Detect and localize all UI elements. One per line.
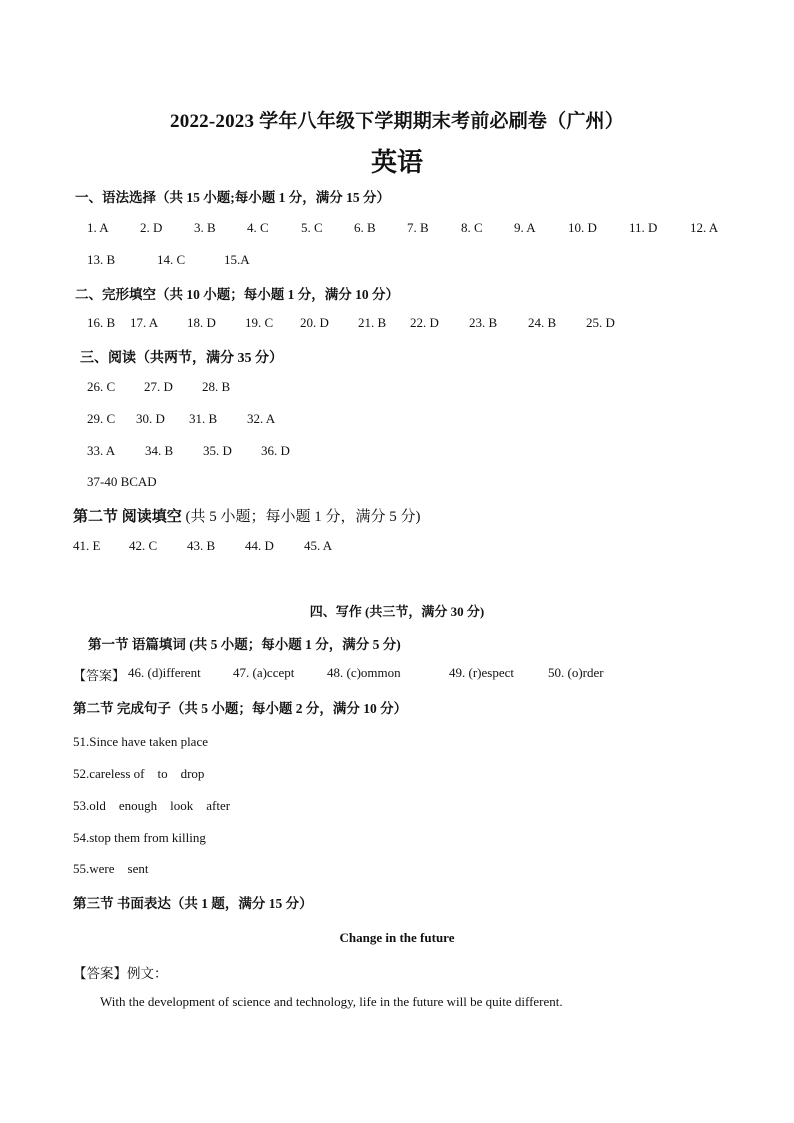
answer-item: 22. D [410, 315, 439, 330]
answer-item: 42. C [129, 538, 158, 553]
answer-item: 45. A [304, 538, 333, 553]
answer-item: 16. B [87, 315, 116, 330]
answer-item: 46. (d)ifferent [128, 665, 201, 680]
answer-item: 14. C [157, 252, 186, 267]
answer-item: 30. D [136, 411, 165, 426]
answer-item: 18. D [187, 315, 216, 330]
section3-answers-row3 [0, 443, 794, 461]
answer-item: 32. A [247, 411, 276, 426]
section3-heading: 三、阅读（共两节，满分 35 分） [80, 351, 283, 366]
answer-item: 24. B [528, 315, 557, 330]
answer-item: 35. D [203, 443, 232, 458]
answer-item: 8. C [461, 220, 483, 235]
answer-item: 29. C [87, 411, 116, 426]
answer-item: 41. E [73, 538, 101, 553]
section4-part1-heading: 第一节 语篇填词 (共 5 小题；每小题 1 分，满分 5 分) [88, 637, 401, 652]
answer-item: 12. A [690, 220, 719, 235]
answer-item: 20. D [300, 315, 329, 330]
answer-item: 47. (a)ccept [233, 665, 295, 680]
answer-item: 34. B [145, 443, 174, 458]
sentence-answer: 51.Since have taken place [73, 734, 208, 749]
answer-item: 17. A [130, 315, 159, 330]
section3-answers-row2 [0, 411, 794, 429]
answer-item: 50. (o)rder [548, 665, 604, 680]
answer-item: 36. D [261, 443, 290, 458]
answer-item: 31. B [189, 411, 218, 426]
section4-part1-answers [0, 665, 794, 683]
section1-answers-row1 [0, 220, 794, 238]
sentence-answer: 53.old enough look after [73, 798, 231, 813]
sentence-answer: 55.were sent [73, 861, 149, 876]
answer-item: 27. D [144, 379, 173, 394]
page-title: 2022-2023 学年八年级下学期期末考前必刷卷（广州） [170, 111, 624, 132]
answer-item: 11. D [629, 220, 658, 235]
subject-title: 英语 [370, 148, 423, 178]
answer-item: 5. C [301, 220, 323, 235]
section3-answers-row1 [0, 379, 794, 397]
section3-answers-row4: 37-40 BCAD [87, 474, 157, 489]
answer-item: 1. A [87, 220, 109, 235]
answer-item: 7. B [407, 220, 429, 235]
section3-part2-heading-rest: (共 5 小题；每小题 1 分，满分 5 分) [185, 509, 421, 525]
answer-item: 13. B [87, 252, 116, 267]
answer-item: 33. A [87, 443, 116, 458]
sentence-answer: 52.careless of to drop [73, 766, 205, 781]
answer-item: 26. C [87, 379, 116, 394]
answer-item: 15.A [224, 252, 250, 267]
answer-item: 19. C [245, 315, 274, 330]
answer-item: 9. A [514, 220, 536, 235]
essay-label: 【答案】例文： [73, 966, 168, 981]
section2-heading: 二、完形填空（共 10 小题；每小题 1 分，满分 10 分） [75, 287, 399, 302]
answer-item: 43. B [187, 538, 216, 553]
sentence-answer: 54.stop them from killing [73, 830, 206, 845]
essay-text: With the development of science and technology, life in the future will be quite different. [100, 994, 563, 1009]
answer-item: 3. B [194, 220, 216, 235]
section1-heading: 一、语法选择（共 15 小题;每小题 1 分，满分 15 分） [75, 190, 390, 205]
answer-item: 25. D [586, 315, 615, 330]
answer-item: 44. D [245, 538, 274, 553]
section2-answers-row [0, 315, 794, 333]
answer-item: 28. B [202, 379, 231, 394]
answer-item: 23. B [469, 315, 498, 330]
section3-part2-heading-bold: 第二节 阅读填空 [73, 509, 182, 525]
answer-item: 6. B [354, 220, 376, 235]
answer-item: 10. D [568, 220, 597, 235]
answer-item: 49. (r)espect [449, 665, 514, 680]
section1-answers-row2 [0, 252, 794, 270]
section3-part2-heading [73, 505, 421, 526]
essay-title: Change in the future [339, 930, 455, 945]
answer-item: 21. B [358, 315, 387, 330]
section4-part2-heading: 第二节 完成句子（共 5 小题；每小题 2 分，满分 10 分） [73, 701, 408, 716]
answer-item: 4. C [247, 220, 269, 235]
answer-item: 48. (c)ommon [327, 665, 401, 680]
section4-heading: 四、写作 (共三节，满分 30 分) [309, 604, 485, 619]
section4-part3-heading: 第三节 书面表达（共 1 题，满分 15 分） [73, 896, 313, 911]
answer-label: 【答案】 [73, 668, 126, 683]
section3-part2-answers [0, 538, 794, 556]
answer-item: 2. D [140, 220, 163, 235]
